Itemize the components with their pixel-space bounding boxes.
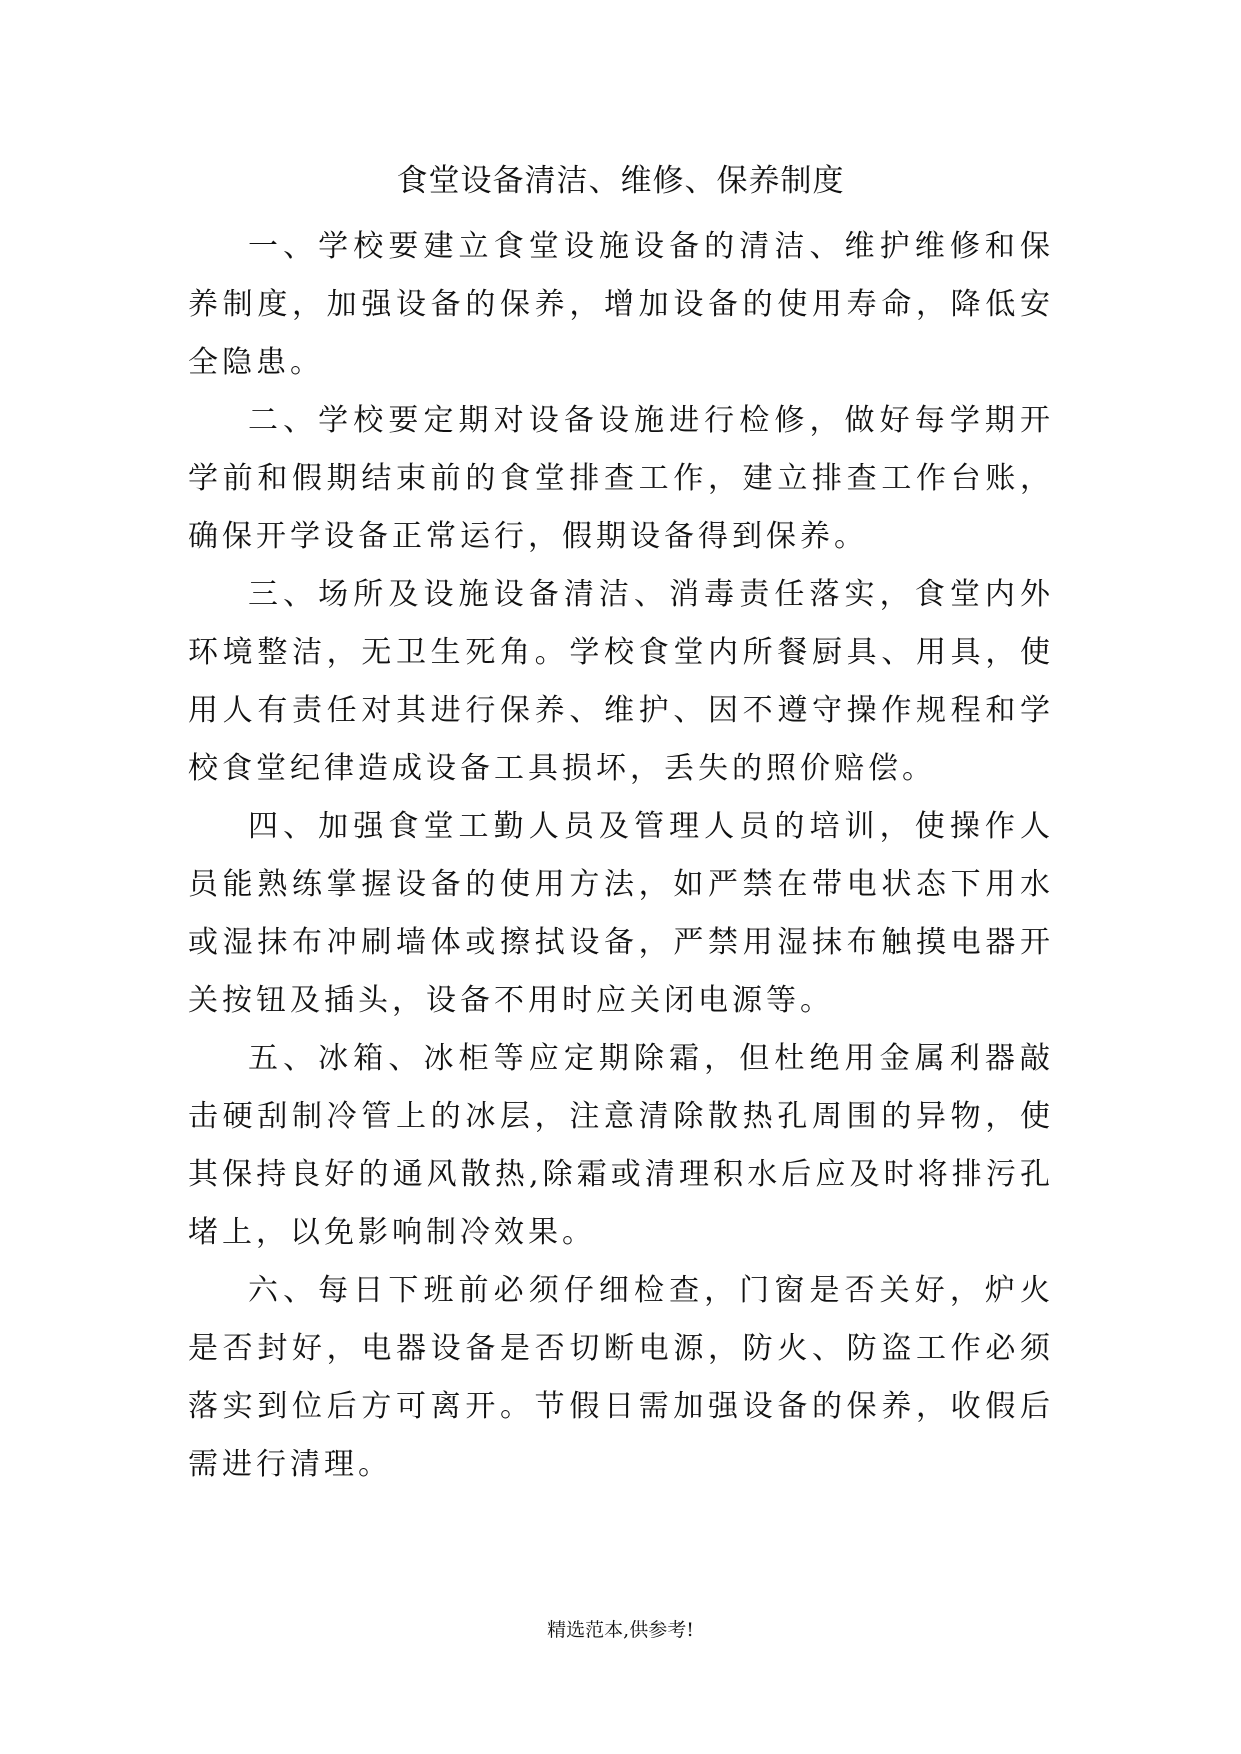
paragraph-6: 六、每日下班前必须仔细检查，门窗是否关好，炉火是否封好，电器设备是否切断电源，防火、防盗工作必须落实到位后方可离开。节假日需加强设备的保养，收假后需进行清理。 — [188, 1273, 1054, 1482]
paragraph-3: 三、场所及设施设备清洁、消毒责任落实，食堂内外环境整洁，无卫生死角。学校食堂内所餐厨具、用具，使用人有责任对其进行保养、维护、因不遵守操作规程和学校食堂纪律造成设备工具损坏，丢失的照价赔偿。 — [188, 577, 1054, 786]
paragraph-4: 四、加强食堂工勤人员及管理人员的培训，使操作人员能熟练掌握设备的使用方法，如严禁在带电状态下用水或湿抹布冲刷墙体或擦拭设备，严禁用湿抹布触摸电器开关按钮及插头，设备不用时应关闭电源等。 — [188, 809, 1054, 1018]
page-footer: 精选范本,供参考! — [547, 1619, 694, 1641]
paragraph-1: 一、学校要建立食堂设施设备的清洁、维护维修和保养制度，加强设备的保养，增加设备的使用寿命，降低安全隐患。 — [188, 229, 1054, 380]
document-body — [188, 218, 1054, 1494]
paragraph-2: 二、学校要定期对设备设施进行检修，做好每学期开学前和假期结束前的食堂排查工作，建立排查工作台账，确保开学设备正常运行，假期设备得到保养。 — [188, 403, 1054, 554]
document-title: 食堂设备清洁、维修、保养制度 — [396, 163, 845, 199]
paragraph-5: 五、冰箱、冰柜等应定期除霜，但杜绝用金属利器敲击硬刮制冷管上的冰层，注意清除散热孔周围的异物，使其保持良好的通风散热,除霜或清理积水后应及时将排污孔堵上，以免影响制冷效果。 — [188, 1041, 1054, 1250]
